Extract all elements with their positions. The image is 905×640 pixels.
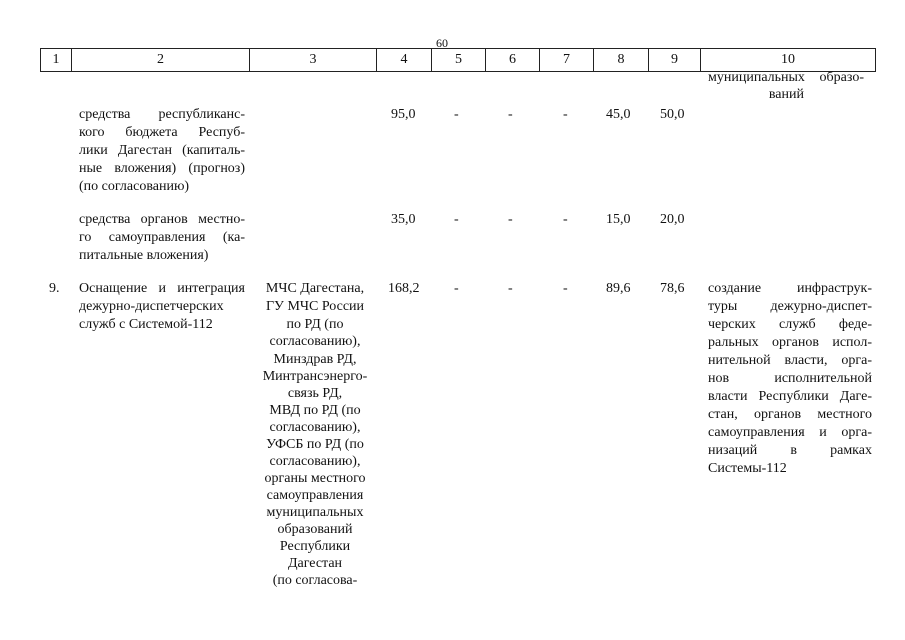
value-col9: 50,0 [660, 107, 685, 122]
result-line: Системы-112 [708, 461, 787, 476]
executor-line: согласованию), [269, 420, 361, 435]
column-header: 2 [72, 49, 250, 71]
result-line: черских служб феде- [708, 317, 872, 332]
row-text-line: Оснащение и интеграция [79, 281, 245, 296]
value-col9: 78,6 [660, 281, 685, 296]
value-col9: 20,0 [660, 212, 685, 227]
value-col7: - [563, 281, 568, 296]
executor-line: МВД по РД (по [269, 403, 361, 418]
row-text-line: го самоуправления (ка- [79, 230, 245, 245]
executor-line: по РД (по [286, 317, 344, 332]
executor-line: связь РД, [287, 386, 343, 401]
executor-line: МЧС Дагестана, [265, 281, 365, 296]
value-col8: 89,6 [606, 281, 631, 296]
executor-line: УФСБ по РД (по [266, 437, 364, 452]
value-col5: - [454, 212, 459, 227]
executor-line: согласованию), [269, 454, 361, 469]
executor-line: согласованию), [269, 334, 361, 349]
executor-line: Минтрансэнерго- [262, 369, 368, 384]
continuation-line: муниципальных образо- [708, 70, 864, 85]
page-number: 60 [436, 36, 448, 50]
row-text-line: лики Дагестан (капиталь- [79, 143, 245, 158]
value-col7: - [563, 107, 568, 122]
value-col6: - [508, 107, 513, 122]
result-line: низаций в рамках [708, 443, 872, 458]
value-col8: 45,0 [606, 107, 631, 122]
column-header: 1 [41, 49, 72, 71]
row-text-line: средства республиканс- [79, 107, 245, 122]
column-header: 4 [377, 49, 432, 71]
executor-line: (по согласова- [272, 573, 358, 588]
column-header: 3 [250, 49, 377, 71]
value-col6: - [508, 281, 513, 296]
row-text-line: дежурно-диспетчерских [79, 299, 224, 314]
value-col5: - [454, 281, 459, 296]
result-line: нительной власти, орга- [708, 353, 872, 368]
result-line: создание инфраструк- [708, 281, 872, 296]
value-col8: 15,0 [606, 212, 631, 227]
row-text-line: средства органов местно- [79, 212, 245, 227]
executor-line: муниципальных [266, 505, 364, 520]
row-text-line: питальные вложения) [79, 248, 209, 263]
value-col4: 95,0 [391, 107, 416, 122]
result-line: самоуправления и орга- [708, 425, 872, 440]
executor-line: ГУ МЧС России [265, 299, 365, 314]
executor-line: Минздрав РД, [273, 352, 357, 367]
result-line: туры дежурно-диспет- [708, 299, 872, 314]
row-text-line: ные вложения) (прогноз) [79, 161, 245, 176]
column-header: 6 [486, 49, 540, 71]
executor-line: органы местного [264, 471, 366, 486]
value-col4: 168,2 [388, 281, 420, 296]
value-col7: - [563, 212, 568, 227]
continuation-line: ваний [768, 87, 804, 102]
value-col4: 35,0 [391, 212, 416, 227]
executor-line: Республики [279, 539, 351, 554]
column-header: 5 [432, 49, 486, 71]
result-line: ральных органов испол- [708, 335, 872, 350]
column-header: 10 [701, 49, 876, 71]
result-line: власти Республики Даге- [708, 389, 872, 404]
row-number: 9. [49, 281, 60, 296]
column-header: 8 [594, 49, 649, 71]
column-header: 9 [649, 49, 701, 71]
value-col6: - [508, 212, 513, 227]
row-text-line: служб с Системой-112 [79, 317, 213, 332]
value-col5: - [454, 107, 459, 122]
result-line: нов исполнительной [708, 371, 872, 386]
row-text-line: (по согласованию) [79, 179, 190, 194]
executor-line: Дагестан [287, 556, 343, 571]
executor-line: самоуправления [266, 488, 364, 503]
executor-line: образований [277, 522, 353, 537]
column-header: 7 [540, 49, 594, 71]
result-line: стан, органов местного [708, 407, 872, 422]
row-text-line: кого бюджета Респуб- [79, 125, 245, 140]
